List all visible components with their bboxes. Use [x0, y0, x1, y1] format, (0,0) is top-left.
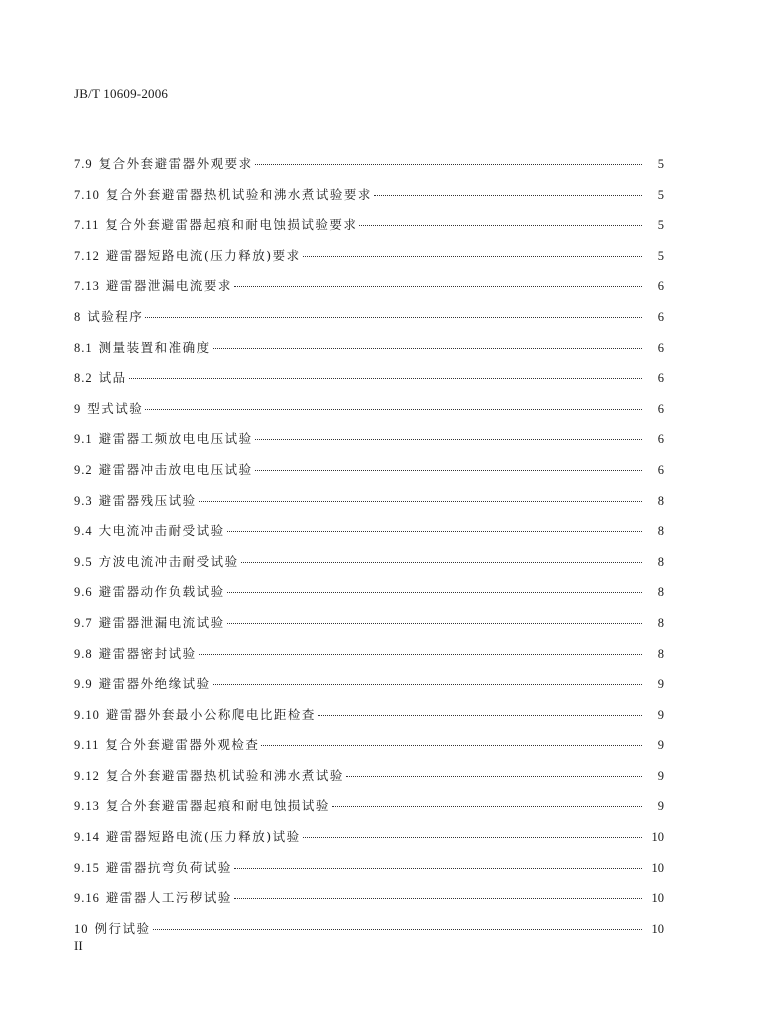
toc-entry-number: 8.1: [74, 340, 93, 355]
dot-leader: [199, 654, 642, 655]
toc-entry-title: 复合外套避雷器起痕和耐电蚀损试验: [105, 798, 330, 814]
toc-entry[interactable]: [74, 185, 664, 216]
toc-entry-page: 9: [657, 707, 664, 722]
toc-entry-number: 9.10: [74, 707, 100, 722]
toc-entry-number: 9.1: [74, 432, 93, 447]
toc-entry-title: 方波电流冲击耐受试验: [98, 553, 239, 569]
toc-entry-page: 9: [657, 738, 664, 753]
toc-entry-page: 6: [657, 401, 664, 416]
document-standard-number: JB/T 10609-2006: [74, 86, 169, 101]
toc-entry-page: 9: [657, 799, 664, 814]
toc-entry-number: 9.16: [74, 891, 100, 906]
toc-entry-title: 避雷器外套最小公称爬电比距检查: [105, 706, 316, 722]
dot-leader: [145, 317, 642, 318]
toc-entry-title: 复合外套避雷器热机试验和沸水煮试验要求: [105, 186, 372, 202]
toc-entry-page: 10: [651, 860, 664, 875]
toc-entry-page: 6: [657, 309, 664, 324]
toc-entry-number: 9.2: [74, 462, 93, 477]
toc-entry[interactable]: [74, 888, 664, 919]
toc-entry[interactable]: [74, 338, 664, 369]
toc-entry[interactable]: [74, 307, 664, 338]
toc-entry-title: 复合外套避雷器外观要求: [98, 156, 253, 171]
toc-entry-title: 避雷器残压试验: [98, 492, 197, 508]
toc-entry-number: 9.11: [74, 738, 100, 753]
toc-entry[interactable]: [74, 215, 664, 246]
toc-entry[interactable]: [74, 246, 664, 277]
page-number-footer: II: [74, 938, 83, 953]
toc-entry[interactable]: [74, 705, 664, 736]
toc-entry[interactable]: [74, 276, 664, 307]
toc-entry-title: 避雷器工频放电电压试验: [98, 431, 253, 447]
toc-entry-number: 9.4: [74, 524, 93, 539]
toc-entry[interactable]: [74, 552, 664, 583]
toc-entry-title: 避雷器动作负载试验: [98, 584, 225, 600]
toc-entry[interactable]: [74, 368, 664, 399]
toc-entry-title: 型式试验: [87, 400, 144, 416]
toc-entry-number: 7.13: [74, 279, 100, 294]
toc-entry-title: 避雷器人工污秽试验: [105, 890, 232, 906]
dot-leader: [255, 470, 642, 471]
toc-entry-title: 复合外套避雷器外观检查: [105, 737, 260, 753]
toc-entry[interactable]: [74, 644, 664, 675]
toc-entry-title: 测量装置和准确度: [98, 339, 211, 355]
toc-entry-number: 9: [74, 401, 82, 416]
toc-entry-number: 9.3: [74, 493, 93, 508]
toc-entry-page: 5: [657, 187, 664, 202]
dot-leader: [318, 715, 642, 716]
toc-entry-number: 7.10: [74, 187, 100, 202]
toc-entry-page: 5: [657, 248, 664, 263]
toc-entry[interactable]: [74, 796, 664, 827]
dot-leader: [234, 898, 642, 899]
dot-leader: [374, 195, 642, 196]
toc-entry-page: 10: [651, 830, 664, 845]
toc-entry-title: 复合外套避雷器起痕和耐电蚀损试验要求: [105, 217, 358, 233]
toc-entry-number: 8: [74, 309, 82, 324]
toc-entry-title: 避雷器外绝缘试验: [98, 676, 211, 692]
toc-entry-page: 8: [657, 524, 664, 539]
toc-entry-page: 6: [657, 279, 664, 294]
dot-leader: [332, 806, 642, 807]
dot-leader: [227, 623, 642, 624]
toc-entry[interactable]: [74, 460, 664, 491]
dot-leader: [227, 531, 642, 532]
toc-entry-title: 避雷器泄漏电流要求: [105, 278, 232, 294]
dot-leader: [234, 286, 642, 287]
toc-entry-page: 9: [657, 677, 664, 692]
toc-entry-page: 5: [657, 157, 664, 171]
toc-entry-number: 9.6: [74, 585, 93, 600]
toc-entry-page: 6: [657, 432, 664, 447]
dot-leader: [153, 929, 642, 930]
toc-entry-page: 6: [657, 462, 664, 477]
toc-entry-title: 试品: [98, 370, 127, 386]
toc-entry[interactable]: [74, 766, 664, 797]
toc-entry[interactable]: [74, 399, 664, 430]
dot-leader: [145, 409, 642, 410]
toc-entry-number: 9.12: [74, 768, 100, 783]
dot-leader: [213, 684, 642, 685]
toc-entry-number: 8.2: [74, 371, 93, 386]
toc-entry[interactable]: [74, 582, 664, 613]
toc-entry-page: 8: [657, 615, 664, 630]
toc-entry-page: 5: [657, 218, 664, 233]
toc-entry[interactable]: [74, 429, 664, 460]
toc-entry[interactable]: [74, 613, 664, 644]
toc-entry-title: 避雷器密封试验: [98, 645, 197, 661]
dot-leader: [129, 378, 642, 379]
dot-leader: [241, 562, 642, 563]
toc-entry[interactable]: [74, 674, 664, 705]
toc-entry-page: 8: [657, 585, 664, 600]
dot-leader: [227, 592, 642, 593]
toc-entry-number: 9.15: [74, 860, 100, 875]
toc-entry-number: 9.7: [74, 615, 93, 630]
toc-entry[interactable]: [74, 919, 664, 950]
toc-entry-title: 试验程序: [87, 308, 144, 324]
dot-leader: [255, 439, 642, 440]
toc-entry-page: 8: [657, 646, 664, 661]
toc-entry-number: 9.9: [74, 677, 93, 692]
toc-entry-page: 8: [657, 493, 664, 508]
toc-entry-page: 10: [651, 891, 664, 906]
toc-entry-number: 9.5: [74, 554, 93, 569]
dot-leader: [261, 745, 642, 746]
toc-entry-number: 10: [74, 921, 89, 936]
toc-entry-title: 避雷器冲击放电电压试验: [98, 461, 253, 477]
dot-leader: [303, 837, 642, 838]
toc-entry[interactable]: [74, 521, 664, 552]
toc-entry[interactable]: [74, 858, 664, 889]
dot-leader: [303, 256, 642, 257]
toc-entry-number: 9.14: [74, 830, 100, 845]
toc-entry-page: 8: [657, 554, 664, 569]
toc-entry-number: 7.12: [74, 248, 100, 263]
toc-entry-title: 避雷器短路电流(压力释放)要求: [105, 247, 301, 263]
toc-entry-title: 例行试验: [94, 920, 151, 936]
toc-entry-number: 9.8: [74, 646, 93, 661]
toc-entry-number: 7.11: [74, 218, 100, 233]
toc-entry-title: 大电流冲击耐受试验: [98, 523, 225, 539]
dot-leader: [234, 868, 642, 869]
toc-entry-page: 6: [657, 371, 664, 386]
toc-entry-number: 7.9: [74, 157, 93, 171]
toc-entry-page: 10: [651, 921, 664, 936]
toc-entry[interactable]: [74, 491, 664, 522]
dot-leader: [213, 348, 642, 349]
toc-entry-title: 避雷器短路电流(压力释放)试验: [105, 829, 301, 845]
toc-entry-title: 复合外套避雷器热机试验和沸水煮试验: [105, 767, 344, 783]
dot-leader: [346, 776, 642, 777]
dot-leader: [199, 501, 642, 502]
toc-entry[interactable]: [74, 827, 664, 858]
table-of-contents: [74, 154, 664, 949]
toc-entry-page: 9: [657, 768, 664, 783]
toc-entry[interactable]: [74, 735, 664, 766]
toc-entry-title: 避雷器抗弯负荷试验: [105, 859, 232, 875]
toc-entry[interactable]: [74, 154, 664, 185]
dot-leader: [255, 164, 642, 165]
toc-entry-page: 6: [657, 340, 664, 355]
toc-entry-title: 避雷器泄漏电流试验: [98, 614, 225, 630]
toc-entry-number: 9.13: [74, 799, 100, 814]
dot-leader: [359, 225, 642, 226]
